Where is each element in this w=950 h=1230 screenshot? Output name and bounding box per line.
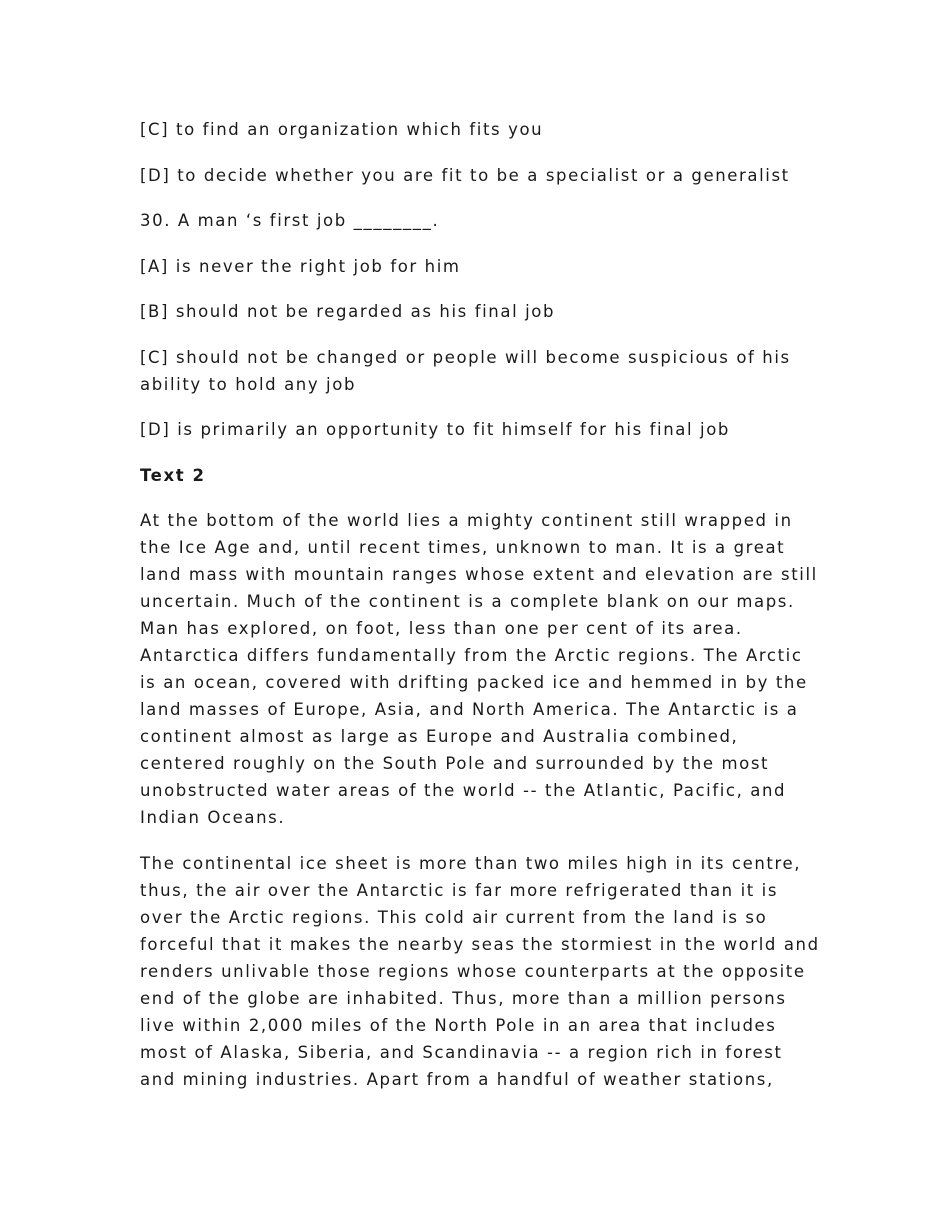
- paragraph-line: thus, the air over the Antarctic is far more refrigerated than it is: [140, 880, 779, 900]
- paragraph-line: The continental ice sheet is more than two miles high in its centre,: [140, 853, 802, 873]
- paragraph-2: [140, 850, 820, 1093]
- paragraph-1: [140, 507, 820, 831]
- paragraph-line: Indian Oceans.: [140, 808, 286, 827]
- option-30-c: [140, 344, 820, 398]
- option-30-c-line: [C] should not be changed or people will become suspicious of his: [140, 347, 791, 367]
- paragraph-line: over the Arctic regions. This cold air current from the land is so: [140, 907, 768, 927]
- paragraph-line: is an ocean, covered with drifting packed ice and hemmed in by the: [140, 673, 808, 692]
- paragraph-line: renders unlivable those regions whose counterparts at the opposite: [140, 961, 806, 981]
- paragraph-line: Antarctica differs fundamentally from the Arctic regions. The Arctic: [140, 646, 803, 665]
- paragraph-line: land masses of Europe, Asia, and North America. The Antarctic is a: [140, 700, 799, 719]
- paragraph-line: land mass with mountain ranges whose extent and elevation are still: [140, 565, 818, 584]
- paragraph-line: unobstructed water areas of the world -- the Atlantic, Pacific, and: [140, 781, 787, 800]
- option-30-a: [A] is never the right job for him: [140, 256, 461, 276]
- paragraph-line: uncertain. Much of the continent is a complete blank on our maps.: [140, 592, 795, 611]
- paragraph-line: the Ice Age and, until recent times, unknown to man. It is a great: [140, 538, 786, 557]
- paragraph-line: continent almost as large as Europe and Australia combined,: [140, 727, 739, 746]
- option-30-b: [B] should not be regarded as his final job: [140, 302, 556, 321]
- paragraph-line: Man has explored, on foot, less than one per cent of its area.: [140, 619, 743, 638]
- paragraph-line: forceful that it makes the nearby seas the stormiest in the world and: [140, 934, 820, 954]
- question-30-stem: 30. A man ‘s first job ________.: [140, 211, 440, 230]
- paragraph-line: end of the globe are inhabited. Thus, more than a million persons: [140, 988, 787, 1008]
- option-29-c: [C] to find an organization which fits you: [140, 120, 544, 139]
- paragraph-line: live within 2,000 miles of the North Pole in an area that includes: [140, 1015, 777, 1035]
- option-30-c-line: ability to hold any job: [140, 374, 357, 394]
- option-30-d: [D] is primarily an opportunity to fit himself for his final job: [140, 420, 730, 439]
- paragraph-line: and mining industries. Apart from a handful of weather stations,: [140, 1069, 774, 1089]
- option-29-d: [D] to decide whether you are fit to be a specialist or a generalist: [140, 165, 790, 185]
- paragraph-line: most of Alaska, Siberia, and Scandinavia -- a region rich in forest: [140, 1042, 783, 1062]
- paragraph-line: centered roughly on the South Pole and surrounded by the most: [140, 754, 770, 773]
- document-page: [140, 116, 820, 1093]
- section-heading: Text 2: [140, 465, 206, 485]
- paragraph-line: At the bottom of the world lies a mighty continent still wrapped in: [140, 511, 793, 530]
